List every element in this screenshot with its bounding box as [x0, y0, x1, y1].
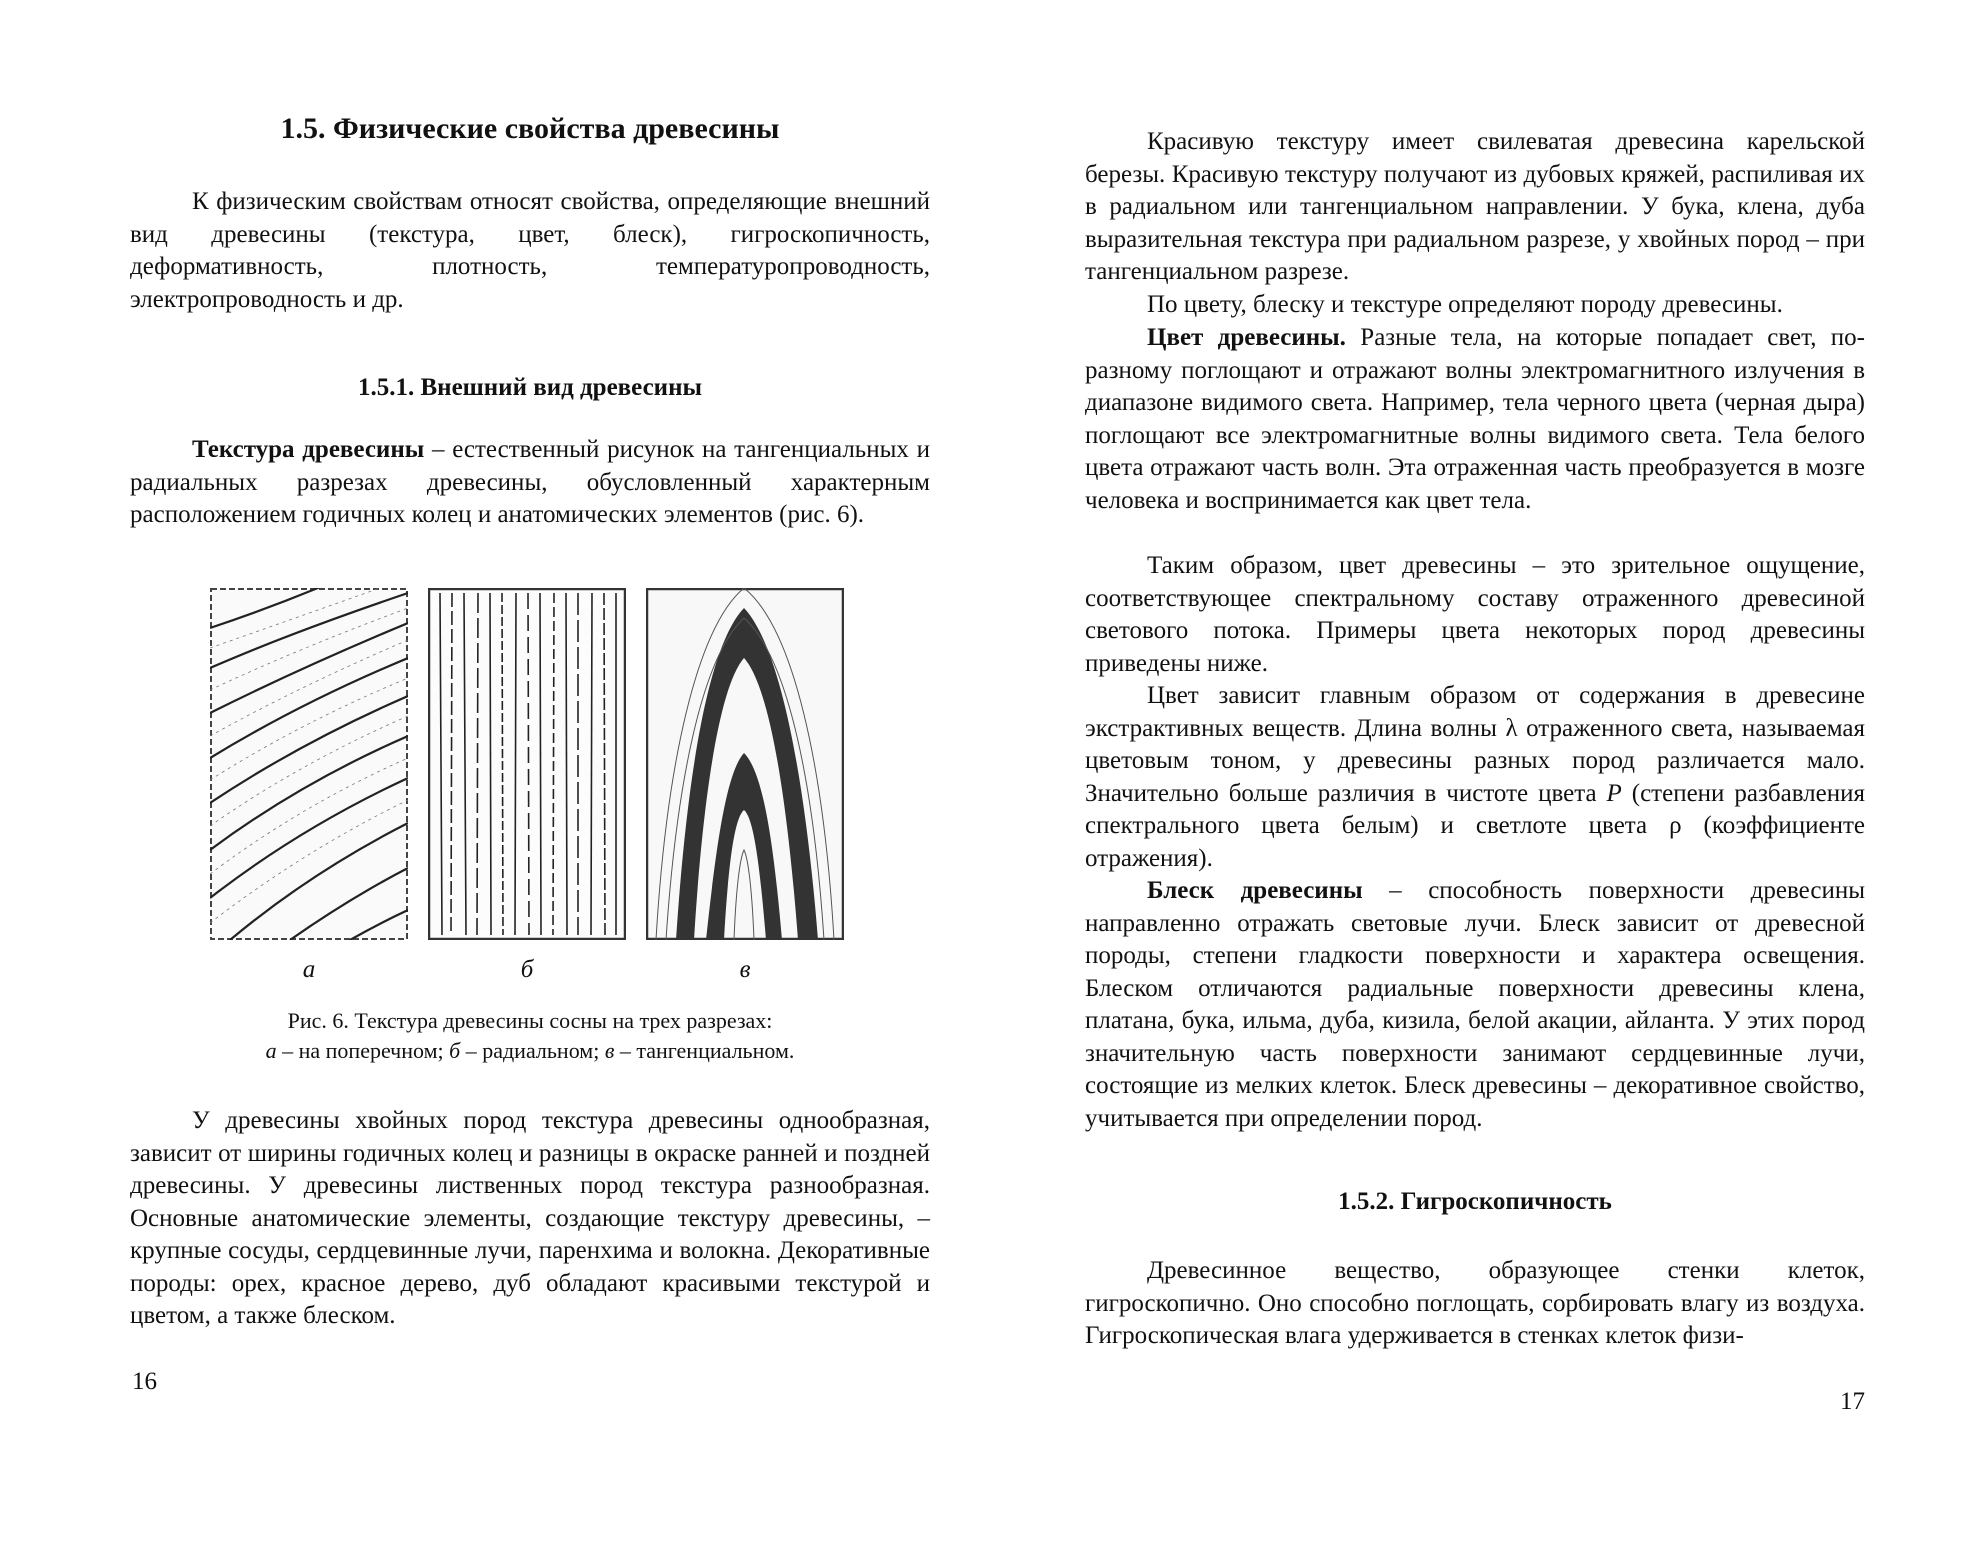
identification-paragraph: По цвету, блеску и текстуре определяют породу древесины. [1147, 291, 1783, 318]
caption-line-1: Рис. 6. Текстура древесины сосны на трех разрезах: [287, 1008, 773, 1033]
texture-radial-image [428, 588, 626, 940]
caption-b-text: – радиальном; [460, 1038, 605, 1063]
figure-label-a: а [302, 956, 316, 983]
caption-a-text: – на поперечном; [276, 1038, 450, 1063]
caption-b-label: б [449, 1038, 461, 1063]
caption-line-2 [130, 1036, 930, 1066]
conifer-paragraph: У древесины хвойных пород текстура древесины однообразная, зависит от ширины годичных колец и разницы в окраске ранней и поздней древесины. У древесины лиственных пород текстура разнообразная. Основные анатомические элементы, создающие текстуру древесины, – крупные сосуды, сердцевинные лучи, паренхима и волокна. Декоративные породы: орех, красное дерево, дуб обладают красивыми текстурой и цветом, а также блеском. [130, 1107, 930, 1329]
color-dependence-paragraph [1085, 680, 1865, 875]
subsection-title-1-5-2: 1.5.2. Гигроскопичность [1338, 1188, 1612, 1215]
color-dependence-text-b: (степени разбавления спектрального цвета белым) и светлоте цвета ρ (коэффициенте отражения). [1085, 779, 1865, 872]
subsection-title-1-5-1: 1.5.1. Внешний вид древесины [357, 374, 703, 401]
gloss-term: Блеск древесины [1147, 877, 1363, 904]
color-dependence-text-a: Цвет зависит главным образом от содержания в древесине экстрактивных веществ. Длина волны λ отраженного света, называемая цветовым тоном, у древесины разных пород различается мало. Значительно больше различия в чистоте цвета [1085, 682, 1865, 807]
page-number-right: 17 [1840, 1388, 1865, 1415]
intro-paragraph: К физическим свойствам относят свойства, определяющие внешний вид древесины (текстура, цвет, блеск), гигроскопичность, деформативность, плотность, температуропроводность, электропроводность и др. [130, 188, 930, 313]
purity-variable: P [1606, 779, 1622, 807]
color-sensation-paragraph: Таким образом, цвет древесины – это зрительное ощущение, соответствующее спектральному составу отраженного древесиной светового потока. Примеры цвета некоторых пород древесины приведены ниже. [1085, 552, 1865, 677]
color-definition: Разные тела, на которые попадает свет, по-разному поглощают и отражают волны электромагнитного излучения в диапазоне видимого света. Например, тела черного цвета (черная дыра) поглощают все электромагнитные волны видимого света. Тела белого цвета отражают часть волн. Эта отраженная часть преобразуется в мозге человека и воспринимается как цвет тела. [1085, 324, 1866, 514]
texture-cross-section-image [210, 588, 408, 940]
page-number-left: 16 [132, 1368, 157, 1395]
figure-caption [130, 1006, 930, 1066]
texture-definition: – естественный рисунок на тангенциальных и радиальных разрезах древесины, обусловленный характерным расположением годичных колец и анатомических элементов (рис. 6). [130, 436, 930, 528]
caption-c-label: в [604, 1038, 615, 1063]
gloss-paragraph [1085, 875, 1865, 1135]
gloss-definition: – способность поверхности древесины направленно отражать световые лучи. Блеск зависит от древесной породы, степени гладкости поверхности и характера освещения. Блеском отличаются радиальные поверхности древесины клена, платана, бука, ильма, дуба, кизила, белой акации, айланта. У этих пород значительную часть поверхности занимают сердцевинные лучи, состоящие из мелких клеток. Блеск древесины – декоративное свойство, учитывается при определении пород. [1085, 877, 1865, 1132]
texture-paragraph [130, 434, 930, 532]
caption-a-label: а [265, 1038, 277, 1063]
texture-tangential-image [646, 588, 844, 940]
figure-label-c: в [739, 956, 751, 983]
caption-c-text: – тангенциальном. [614, 1038, 795, 1063]
section-title: 1.5. Физические свойства древесины [280, 112, 780, 145]
texture-term: Текстура древесины [192, 436, 425, 463]
color-term: Цвет древесины. [1147, 324, 1346, 351]
figure-6 [210, 588, 850, 998]
figure-label-b: б [520, 956, 534, 983]
karelian-birch-paragraph: Красивую текстуру имеет свилеватая древесина карельской березы. Красивую текстуру получают из дубовых кряжей, распиливая их в радиальном или тангенциальном направлении. У бука, клена, дуба выразительная текстура при радиальном разрезе, у хвойных пород – при тангенциальном разрезе. [1085, 128, 1865, 285]
hygroscopicity-paragraph: Древесинное вещество, образующее стенки клеток, гигроскопично. Оно способно поглощать, сорбировать влагу из воздуха. Гигроскопическая влага удерживается в стенках клеток физи- [1085, 1257, 1865, 1349]
color-paragraph [1085, 322, 1865, 517]
